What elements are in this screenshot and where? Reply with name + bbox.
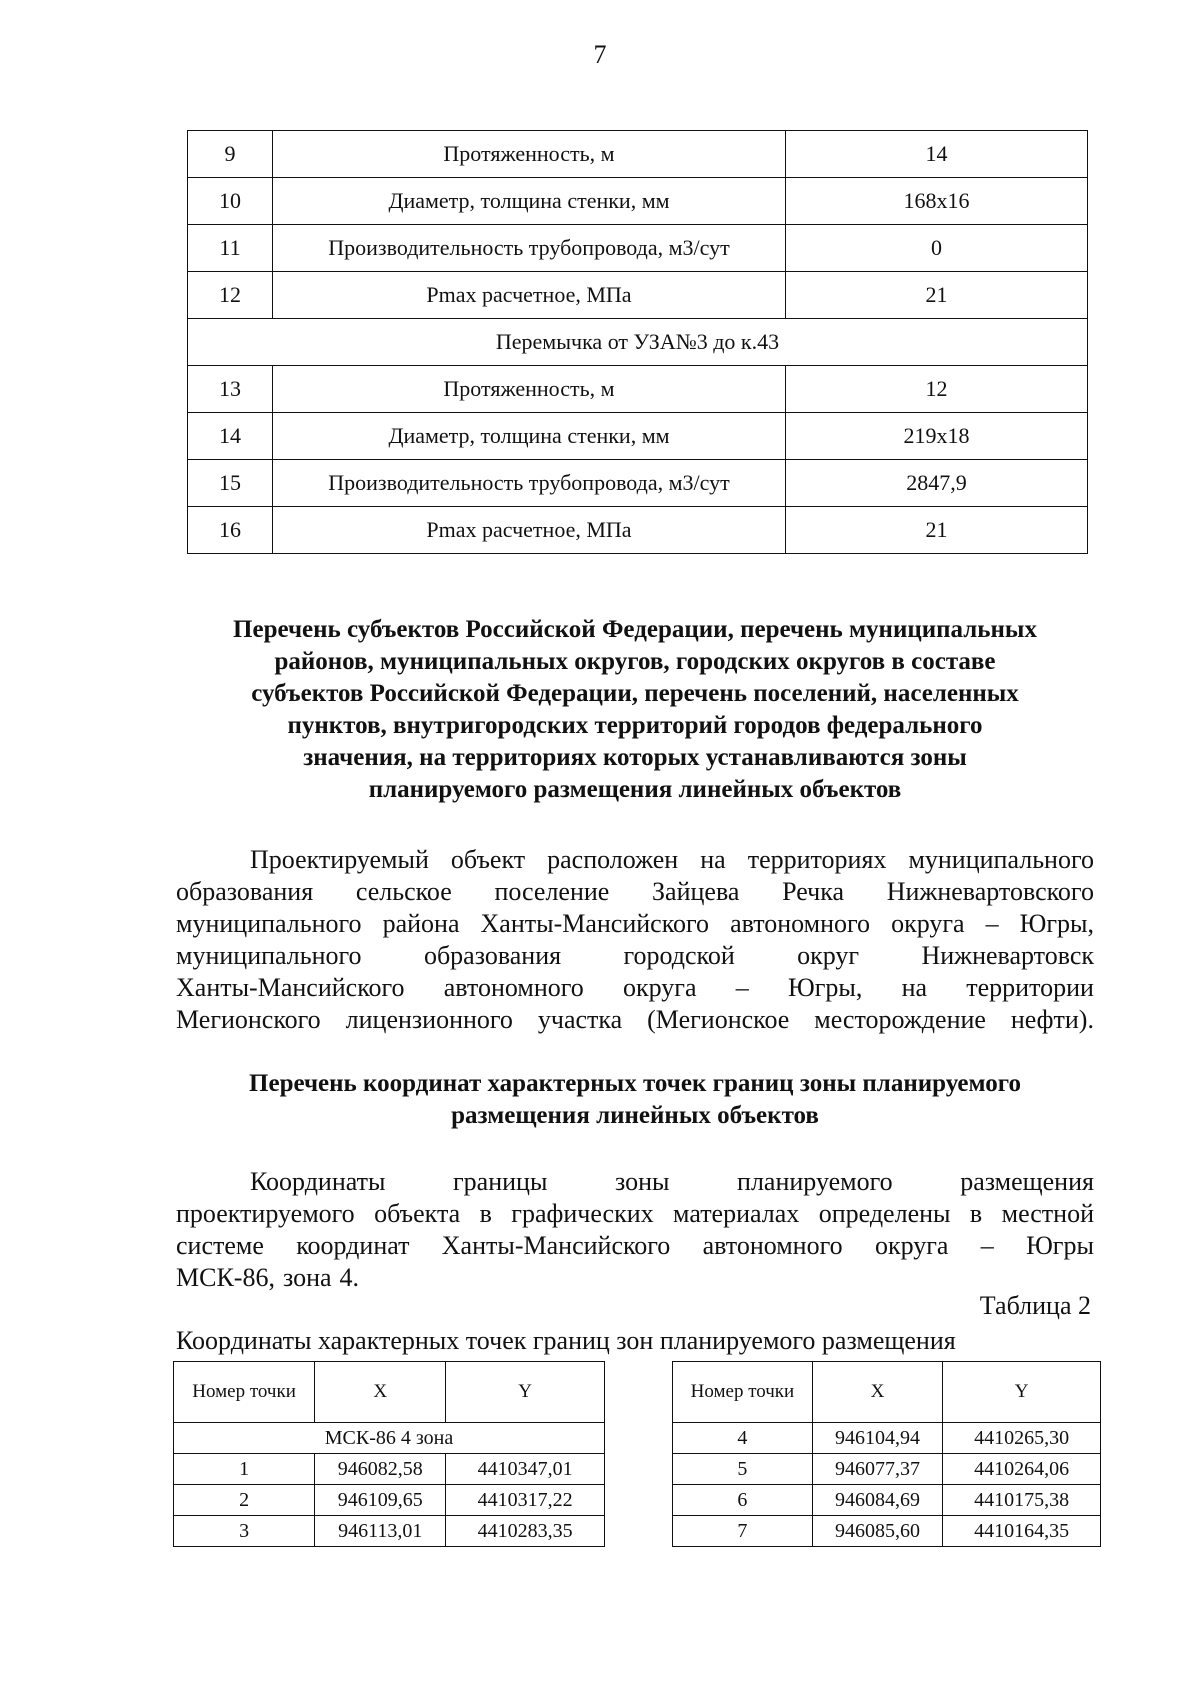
y-value: 4410317,22 [446, 1485, 605, 1516]
word: – [985, 909, 999, 938]
heading-line: планируемого размещения линейных объектов [368, 776, 902, 803]
word: муниципального [176, 909, 362, 938]
table-row [188, 225, 1088, 272]
parameter-value: 14 [786, 131, 1088, 178]
point-number: 1 [174, 1454, 315, 1485]
table-row [673, 1423, 1101, 1454]
word: муниципального [176, 941, 362, 970]
zone-row [174, 1423, 605, 1454]
paragraph-line [176, 1198, 1094, 1230]
point-number: 3 [174, 1516, 315, 1547]
parameter-name: Производительность трубопровода, м3/сут [273, 460, 786, 507]
word: проектируемого [176, 1199, 355, 1228]
word: Югры [1026, 1231, 1094, 1260]
paragraph-line [176, 1004, 1094, 1036]
parameter-name: Протяженность, м [273, 366, 786, 413]
y-value: 4410264,06 [943, 1454, 1101, 1485]
word: поселение [494, 877, 610, 906]
word: расположен [547, 845, 679, 874]
paragraph-line [176, 844, 1094, 876]
parameter-value: 0 [786, 225, 1088, 272]
x-value: 946077,37 [812, 1454, 942, 1485]
parameter-name: Диаметр, толщина стенки, мм [273, 413, 786, 460]
paragraph-coordinate-system [176, 1166, 1094, 1294]
point-number: 7 [673, 1516, 813, 1547]
y-value: 4410164,35 [943, 1516, 1101, 1547]
word: Координаты [250, 1167, 386, 1196]
zone-label: МСК-86 4 зона [174, 1423, 605, 1454]
coordinates-table-left [173, 1361, 605, 1547]
point-number: 5 [673, 1454, 813, 1485]
table-row [188, 178, 1088, 225]
word: в [969, 1199, 983, 1228]
table-row [673, 1454, 1101, 1485]
word: муниципального [908, 845, 1094, 874]
point-number: 4 [673, 1423, 813, 1454]
table-row [174, 1516, 605, 1547]
table-header-row [174, 1362, 605, 1423]
word: сельское [355, 877, 452, 906]
word: округа [623, 973, 697, 1002]
word: автономного [702, 1231, 843, 1260]
paragraph-line [176, 940, 1094, 972]
row-number: 10 [188, 178, 273, 225]
heading-line: размещения линейных объектов [451, 1102, 819, 1129]
x-value: 946104,94 [812, 1423, 942, 1454]
word: нефти). [1010, 1005, 1094, 1034]
word: (Мегионское [647, 1005, 790, 1034]
word: определены [818, 1199, 951, 1228]
y-value: 4410347,01 [446, 1454, 605, 1485]
word: образования [423, 941, 562, 970]
heading-line: пунктов, внутригородских территорий городов федерального [287, 712, 983, 739]
word: размещения [960, 1167, 1094, 1196]
table-row [673, 1516, 1101, 1547]
paragraph-line [176, 1166, 1094, 1198]
word: участка [537, 1005, 623, 1034]
coordinates-table-right [672, 1361, 1101, 1547]
pipeline-spec-table [187, 130, 1088, 554]
paragraph-line [176, 972, 1094, 1004]
word: на [901, 973, 928, 1002]
word: 4. [339, 1263, 360, 1292]
word: на [700, 845, 726, 874]
word: местной [1001, 1199, 1094, 1228]
word: округ [797, 941, 860, 970]
table-row [174, 1454, 605, 1485]
column-header-y: Y [446, 1362, 605, 1423]
y-value: 4410175,38 [943, 1485, 1101, 1516]
word: Зайцева [652, 877, 740, 906]
x-value: 946085,60 [812, 1516, 942, 1547]
word: Мегионского [176, 1005, 321, 1034]
parameter-value: 12 [786, 366, 1088, 413]
column-header-point: Номер точки [174, 1362, 315, 1423]
column-header-point: Номер точки [673, 1362, 813, 1423]
row-number: 16 [188, 507, 273, 554]
point-number: 6 [673, 1485, 813, 1516]
row-number: 13 [188, 366, 273, 413]
word: Ханты-Мансийского [480, 909, 710, 938]
word: лицензионного [345, 1005, 513, 1034]
column-header-x: X [315, 1362, 446, 1423]
row-number: 11 [188, 225, 273, 272]
word: планируемого [737, 1167, 893, 1196]
word: системе [176, 1231, 264, 1260]
word: границы [453, 1167, 548, 1196]
parameter-name: Pmax расчетное, МПа [273, 507, 786, 554]
table-caption: Координаты характерных точек границ зон планируемого размещения [176, 1326, 956, 1355]
section-title: Перемычка от УЗА№3 до к.43 [188, 319, 1088, 366]
section-heading-coordinates [170, 1068, 1100, 1132]
parameter-name: Pmax расчетное, МПа [273, 272, 786, 319]
table-row [174, 1485, 605, 1516]
column-header-y: Y [943, 1362, 1101, 1423]
heading-line: Перечень координат характерных точек границ зоны планируемого [249, 1070, 1021, 1097]
word: объекта [374, 1199, 461, 1228]
row-number: 14 [188, 413, 273, 460]
paragraph-line [176, 876, 1094, 908]
section-heading-territories [170, 614, 1100, 806]
table-row [188, 272, 1088, 319]
y-value: 4410283,35 [446, 1516, 605, 1547]
parameter-value: 168x16 [786, 178, 1088, 225]
table-row [188, 131, 1088, 178]
x-value: 946109,65 [315, 1485, 446, 1516]
word: Нижневартовск [921, 941, 1094, 970]
parameter-name: Диаметр, толщина стенки, мм [273, 178, 786, 225]
heading-line: районов, муниципальных округов, городских округов в составе [274, 648, 996, 675]
parameter-value: 21 [786, 507, 1088, 554]
x-value: 946082,58 [315, 1454, 446, 1485]
word: объект [450, 845, 526, 874]
word: городской [623, 941, 735, 970]
section-row [188, 319, 1088, 366]
y-value: 4410265,30 [943, 1423, 1101, 1454]
word: графических [511, 1199, 654, 1228]
parameter-name: Производительность трубопровода, м3/сут [273, 225, 786, 272]
row-number: 9 [188, 131, 273, 178]
page-number: 7 [593, 40, 607, 69]
x-value: 946084,69 [812, 1485, 942, 1516]
word: автономного [730, 909, 871, 938]
table-header-row [673, 1362, 1101, 1423]
word: Югры, [787, 973, 863, 1002]
word: зоны [614, 1167, 670, 1196]
word: Ханты-Мансийского [176, 973, 405, 1002]
word: – [735, 973, 749, 1002]
word: Проектируемый [250, 845, 429, 874]
row-number: 15 [188, 460, 273, 507]
paragraph-line [176, 908, 1094, 940]
word: МСК-86, [176, 1263, 275, 1292]
parameter-value: 21 [786, 272, 1088, 319]
parameter-value: 219x18 [786, 413, 1088, 460]
word: Ханты-Мансийского [441, 1231, 671, 1260]
column-header-x: X [812, 1362, 942, 1423]
paragraph-location [176, 844, 1094, 1036]
word: района [382, 909, 460, 938]
word: территории [966, 973, 1094, 1002]
word: материалах [673, 1199, 800, 1228]
table-row [673, 1485, 1101, 1516]
word: округа [891, 909, 965, 938]
table-row [188, 507, 1088, 554]
table-row [188, 460, 1088, 507]
heading-line: значения, на территориях которых устанавливаются зоны [303, 744, 967, 771]
row-number: 12 [188, 272, 273, 319]
parameter-name: Протяженность, м [273, 131, 786, 178]
x-value: 946113,01 [315, 1516, 446, 1547]
word: Речка [782, 877, 844, 906]
word: территориях [747, 845, 887, 874]
word: Югры, [1019, 909, 1094, 938]
heading-line: Перечень субъектов Российской Федерации, перечень муниципальных [233, 616, 1037, 643]
word: округа [874, 1231, 949, 1260]
table-label: Таблица 2 [979, 1291, 1091, 1320]
word: координат [296, 1231, 410, 1260]
word: месторождение [814, 1005, 986, 1034]
point-number: 2 [174, 1485, 315, 1516]
word: – [980, 1231, 994, 1260]
word: в [479, 1199, 492, 1228]
word: Нижневартовского [886, 877, 1094, 906]
table-row [188, 366, 1088, 413]
heading-line: субъектов Российской Федерации, перечень поселений, населенных [251, 680, 1019, 707]
table-row [188, 413, 1088, 460]
word: образования [176, 877, 314, 906]
paragraph-line [176, 1230, 1094, 1262]
word: автономного [443, 973, 584, 1002]
paragraph-line [176, 1262, 1094, 1294]
word: зона [282, 1263, 332, 1292]
parameter-value: 2847,9 [786, 460, 1088, 507]
